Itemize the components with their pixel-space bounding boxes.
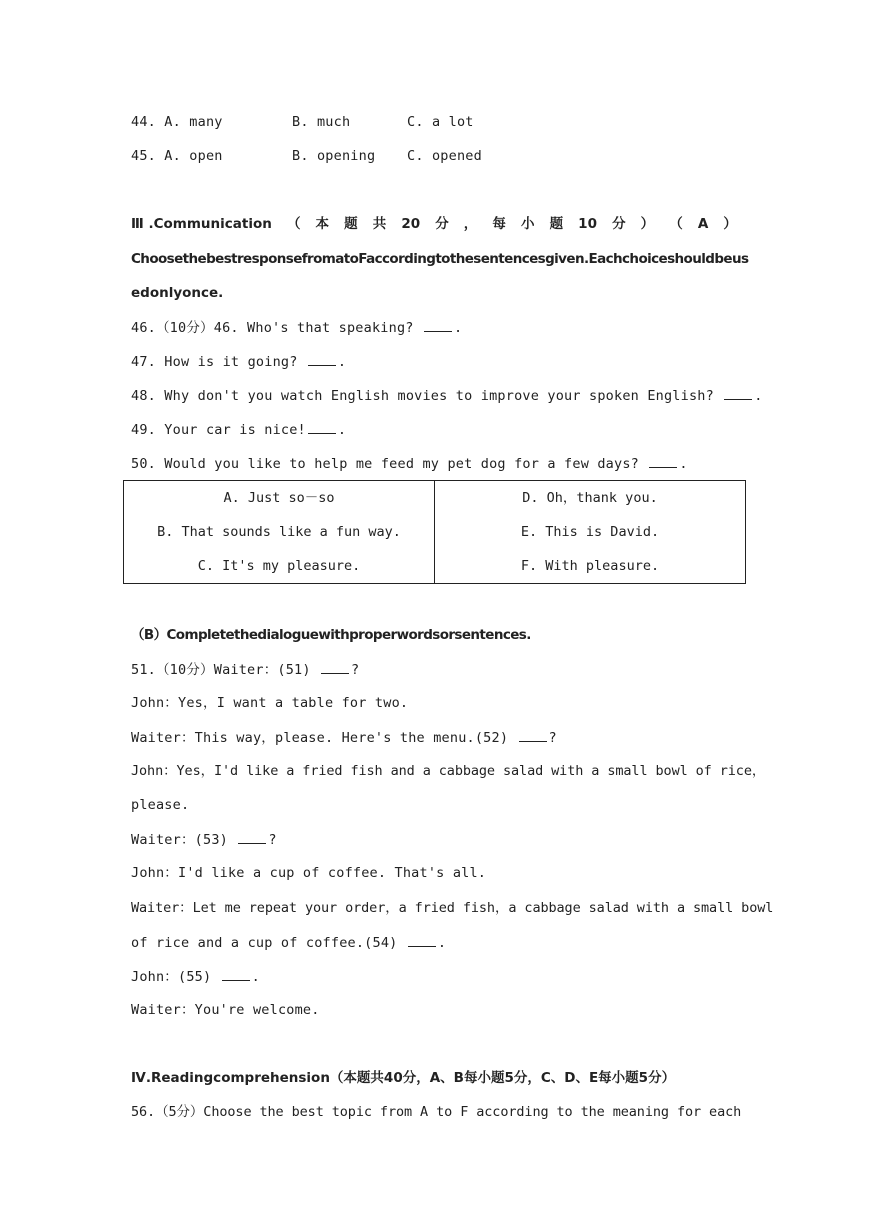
options-right-column	[435, 481, 746, 584]
options-left-column	[124, 481, 435, 584]
question-49	[131, 420, 346, 438]
question-47	[131, 352, 346, 370]
option-e: E. This is David.	[520, 524, 660, 540]
dialogue-line-53	[131, 830, 277, 848]
line-52-end: ?	[548, 730, 557, 746]
answer-blank[interactable]	[321, 660, 349, 674]
section-3-heading-part: 题	[549, 216, 564, 232]
question-48-end: .	[754, 388, 763, 404]
answer-blank[interactable]	[424, 318, 452, 332]
section-3-heading-part: （	[286, 216, 301, 232]
q44-option-c: C. a lot	[407, 114, 474, 130]
section-3-heading-part: ）	[640, 216, 655, 232]
answer-blank[interactable]	[519, 728, 547, 742]
dialogue-line-51	[131, 660, 359, 678]
line-54-end: .	[437, 935, 447, 951]
section-3-heading	[131, 215, 737, 233]
option-c: C. It's my pleasure.	[197, 558, 361, 574]
section-3-heading-part: 小	[520, 216, 535, 232]
dialogue-line: John：I'd like a cup of coffee. That's all.	[131, 865, 487, 881]
answer-blank[interactable]	[649, 454, 677, 468]
section-3-heading-part: 本	[315, 216, 330, 232]
line-51-end: ?	[351, 662, 360, 678]
question-46	[131, 318, 462, 336]
q45-option-b: B. opening	[292, 148, 376, 164]
section-3-heading-part: （	[669, 216, 683, 232]
section-3-heading-part: 20	[401, 216, 421, 232]
section-3-heading-part: ）	[723, 216, 737, 232]
q45-option-c: C. opened	[407, 148, 482, 164]
answer-blank[interactable]	[308, 420, 336, 434]
line-55-text: John：(55)	[131, 969, 212, 985]
question-46-end: .	[453, 320, 463, 336]
line-54-text: of rice and a cup of coffee.(54)	[131, 935, 398, 951]
section-3-heading-part: ，	[463, 216, 478, 232]
line-53-text: Waiter：(53)	[131, 832, 228, 848]
section-3-heading-part: 分	[435, 216, 449, 232]
dialogue-line: please.	[131, 797, 190, 813]
question-47-text: 47. How is it going?	[131, 354, 298, 370]
question-49-end: .	[337, 422, 347, 438]
question-44	[131, 113, 474, 131]
question-50	[131, 454, 688, 472]
section-3-heading-part: 10	[578, 216, 597, 232]
section-3-instruction-line2: edonlyonce.	[131, 285, 224, 301]
answer-blank[interactable]	[238, 830, 266, 844]
question-48-text: 48. Why don't you watch English movies to improve your spoken English?	[131, 388, 714, 404]
line-53-end: ?	[268, 832, 277, 848]
dialogue-line: John：Yes，I'd like a fried fish and a cabbage salad with a small bowl of rice，	[131, 763, 766, 779]
q45-option-a: 45. A. open	[131, 148, 223, 164]
q44-option-b: B. much	[292, 114, 351, 130]
section-3-heading-part: 题	[344, 216, 358, 232]
question-48	[131, 386, 763, 404]
question-50-end: .	[679, 456, 688, 472]
question-45	[131, 147, 482, 165]
option-f: F. With pleasure.	[520, 558, 660, 574]
option-b: B. That sounds like a fun way.	[157, 524, 401, 540]
line-52-text: Waiter：This way，please. Here's the menu.(52)	[131, 730, 509, 746]
question-56: 56.（5分）Choose the best topic from A to F according to the meaning for each	[131, 1104, 742, 1120]
question-46-text: 46.（10分）46. Who's that speaking?	[131, 320, 414, 336]
response-options-table	[123, 480, 746, 584]
line-55-end: .	[251, 969, 260, 985]
question-50-text: 50. Would you like to help me feed my pet dog for a few days?	[131, 456, 639, 472]
dialogue-line: John：Yes，I want a table for two.	[131, 695, 409, 711]
question-47-end: .	[337, 354, 347, 370]
answer-blank[interactable]	[222, 967, 250, 981]
section-4-heading: Ⅳ.Readingcomprehension（本题共40分，A、B每小题5分，C、D、E每小题5分）	[131, 1070, 676, 1086]
dialogue-line-55	[131, 967, 260, 985]
section-3-heading-part: A	[697, 216, 709, 232]
line-51-text: 51.（10分）Waiter：(51)	[131, 662, 311, 678]
section-3-heading-part: Ⅲ .Communication	[131, 216, 272, 232]
section-3-heading-part: 每	[492, 216, 506, 232]
question-49-text: 49. Your car is nice!	[131, 422, 306, 438]
section-3-heading-part: 共	[372, 216, 387, 232]
section-b-heading: （B）Completethedialoguewithproperwordsorsentences.	[131, 627, 531, 643]
section-3-instruction-line1: ChoosethebestresponsefromatoFaccordingtothesentencesgiven.Eachchoiceshouldbeus	[131, 251, 749, 267]
dialogue-line-52	[131, 728, 557, 746]
option-d: D. Oh，thank you.	[522, 490, 658, 506]
answer-blank[interactable]	[308, 352, 336, 366]
answer-blank[interactable]	[724, 386, 752, 400]
option-a: A. Just so－so	[223, 490, 335, 506]
section-3-heading-part: 分	[612, 216, 626, 232]
answer-blank[interactable]	[408, 933, 436, 947]
q44-option-a: 44. A. many	[131, 114, 223, 130]
dialogue-line: Waiter：You're welcome.	[131, 1002, 320, 1018]
dialogue-line-54	[131, 933, 446, 951]
dialogue-line: Waiter：Let me repeat your order，a fried fish，a cabbage salad with a small bowl	[131, 900, 774, 916]
